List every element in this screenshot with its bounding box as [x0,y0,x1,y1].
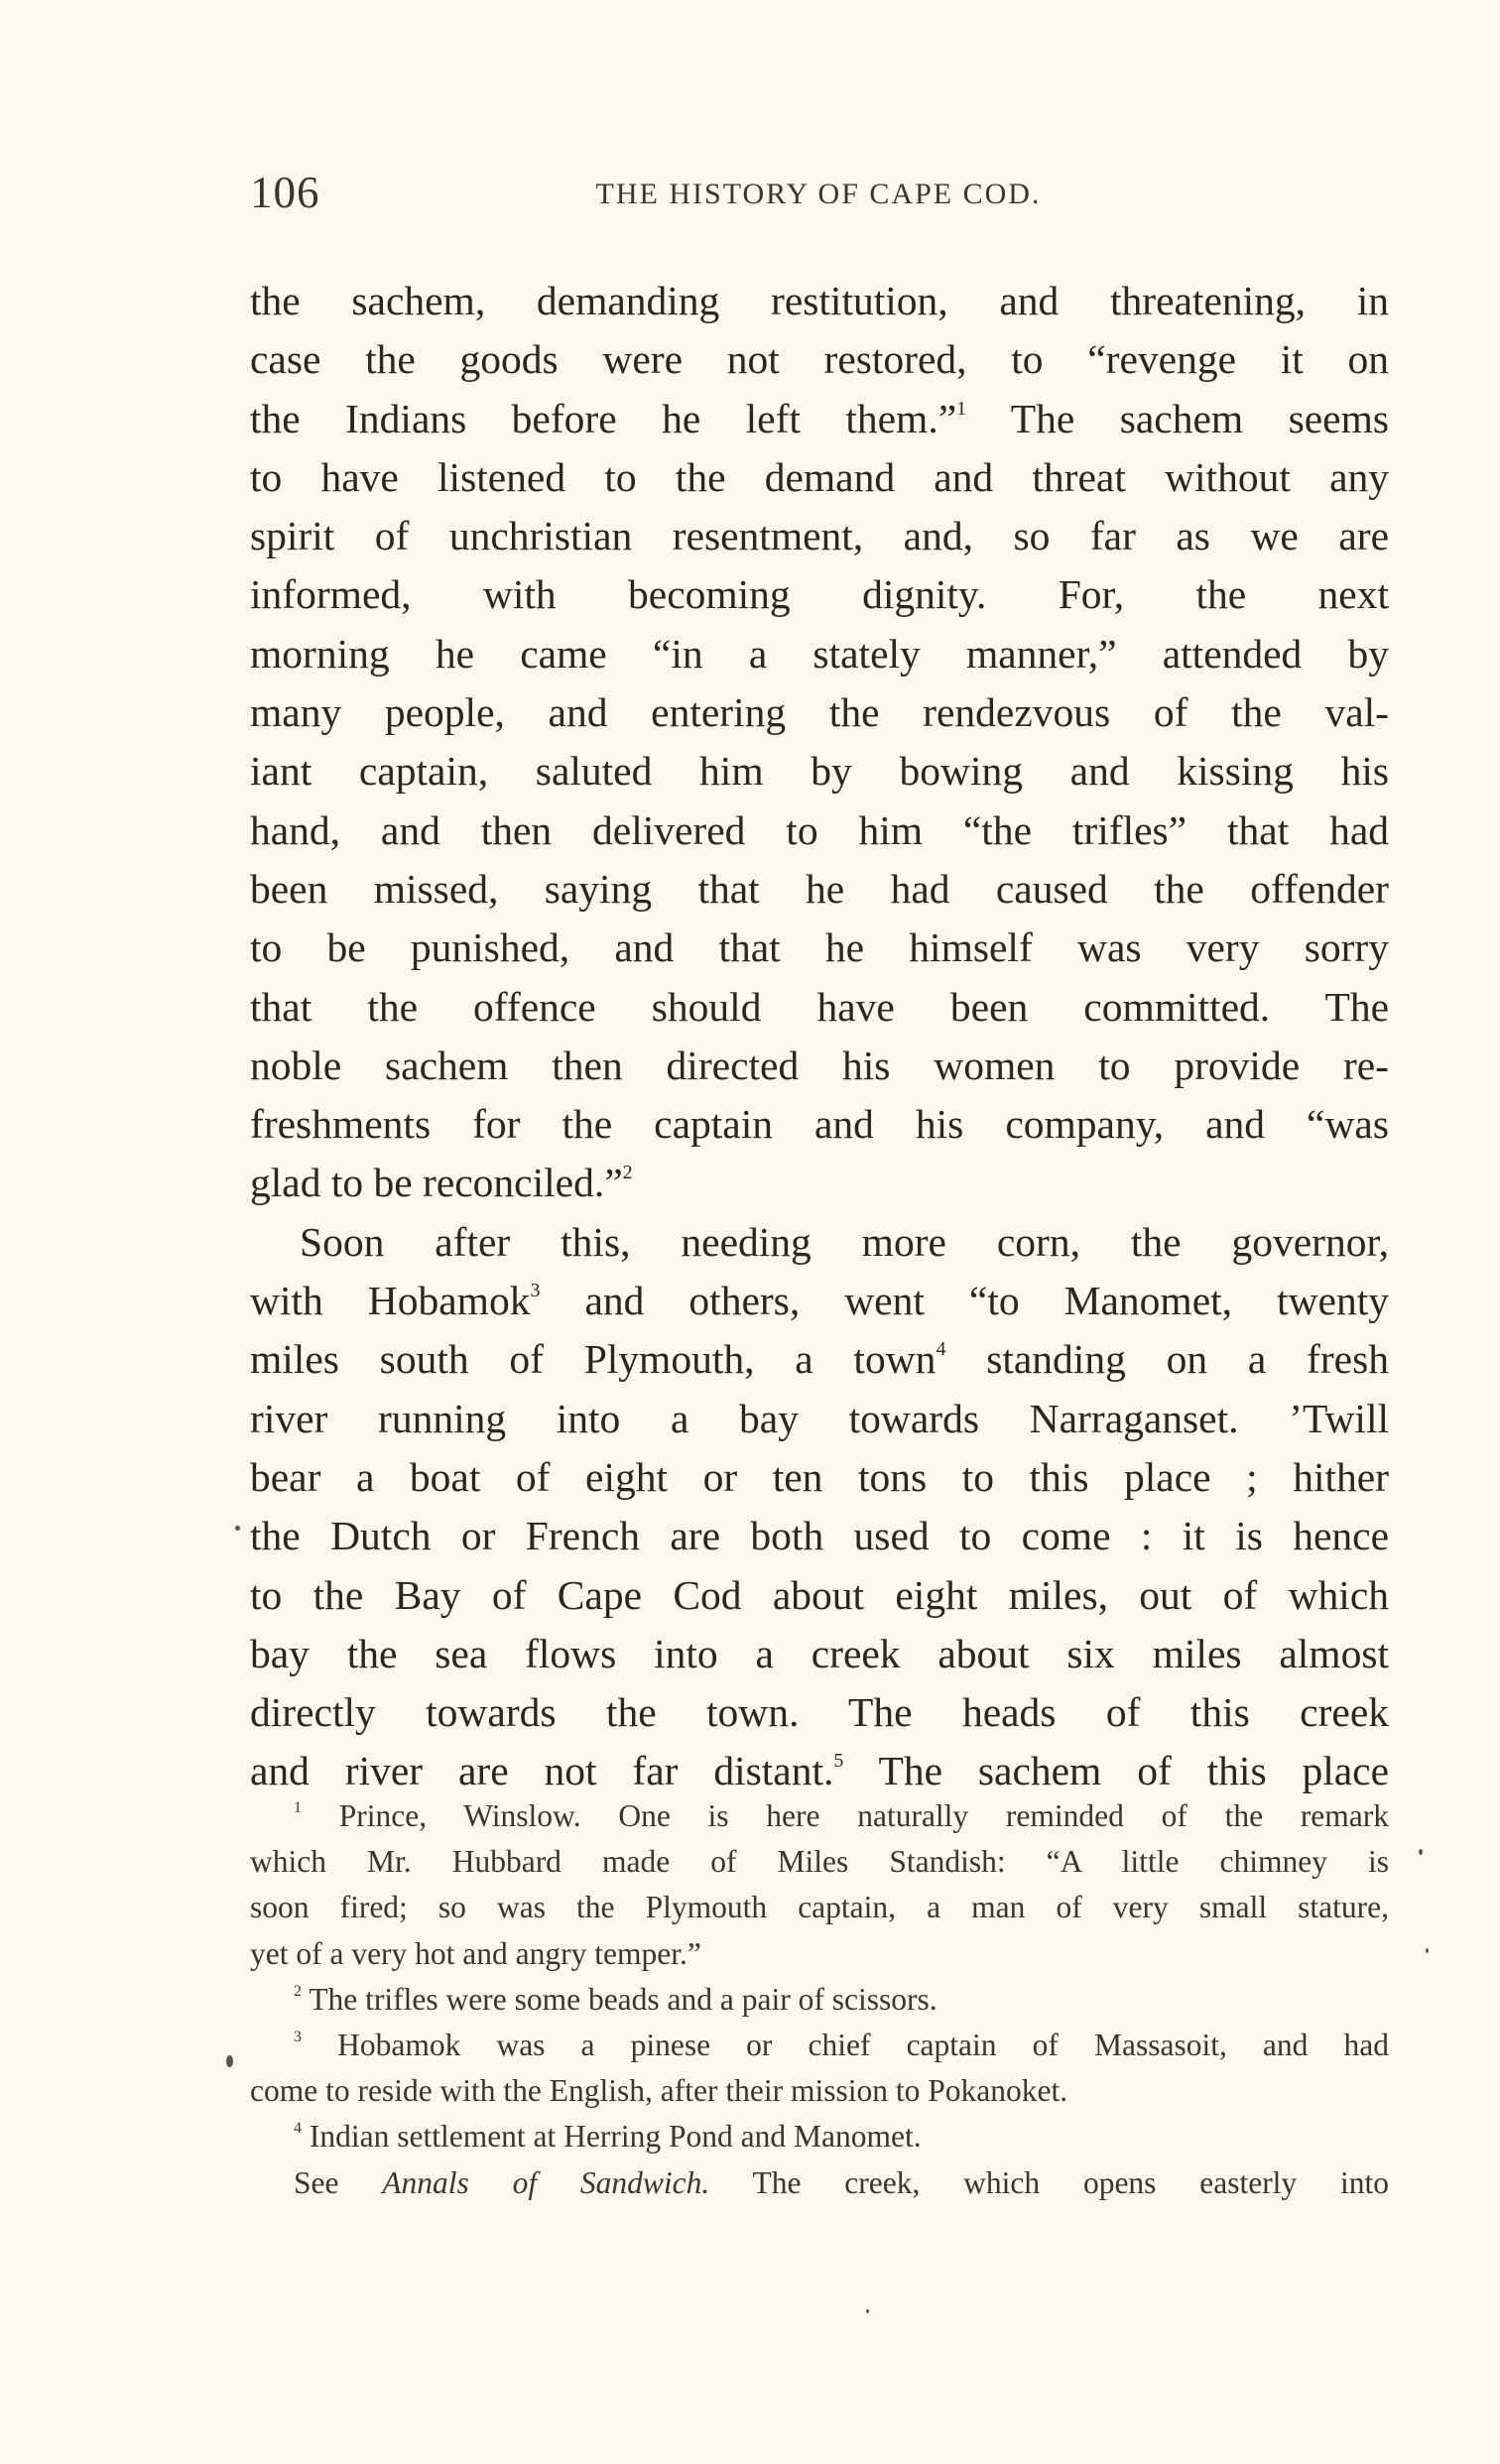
text-line: that the offence should have been committed. The [250,983,1389,1030]
text-segment: miles south of Plymouth, a town [250,1336,937,1383]
footnote-line: come to reside with the English, after their mission to Pokanoket. [250,2073,1068,2109]
text-line [250,1154,1389,1212]
text-segment: The sachem seems [966,395,1389,441]
footnotes [250,1793,1389,2206]
text-line: river running into a bay towards Narraganset. ’Twill [250,1395,1389,1441]
text-line: iant captain, saluted him by bowing and kissing his [250,748,1389,795]
text-line: bear a boat of eight or ten tons to this place ; hither [250,1453,1389,1500]
print-speck [866,2309,869,2313]
running-head: THE HISTORY OF CAPE COD. [595,178,1042,210]
footnote-mark: 4 [294,2120,302,2138]
text-line: noble sachem then directed his women to provide re- [250,1042,1389,1088]
footnote-line: soon fired; so was the Plymouth captain, a man of very small stature, [250,1890,1389,1925]
footnote-line [250,1977,1389,2023]
text-line: many people, and entering the rendezvous of the val- [250,689,1389,736]
footnote-mark: 1 [294,1799,302,1816]
text-line: directly towards the town. The heads of this creek [250,1689,1389,1736]
text-line: the Dutch or French are both used to come : it is hence [250,1513,1389,1559]
text-line: the sachem, demanding restitution, and threatening, in [250,278,1389,323]
text-segment: with Hobamok [250,1278,531,1324]
page-number: 106 [250,168,320,217]
footnote-ref: 3 [530,1280,541,1302]
text-line: to be punished, and that he himself was very sorry [250,924,1389,971]
text-segment: See [294,2164,383,2200]
text-segment: glad to be reconciled.” [250,1160,623,1206]
print-speck [1419,1849,1423,1855]
footnote-line [250,1793,1389,1839]
text-segment: Indian settlement at Herring Pond and Manomet. [309,2119,922,2155]
text-segment: The creek, which opens easterly into [709,2164,1389,2200]
footnote-ref: 2 [622,1162,633,1184]
text-line [250,1272,1389,1330]
text-line [250,1742,1389,1800]
text-segment: and others, went “to Manomet, twenty [540,1278,1389,1324]
text-segment: Prince, Winslow. One is here naturally reminded of the remark [338,1798,1390,1833]
footnote-ref: 4 [936,1338,946,1361]
footnote-mark: 2 [294,1982,302,2000]
text-line [250,390,1389,448]
footnote-line [250,2114,1389,2159]
text-segment: the Indians before he left them.” [250,395,957,441]
text-line: informed, with becoming dignity. For, the next [250,571,1389,618]
footnote-ref: 1 [956,397,967,420]
text-line: Soon after this, needing more corn, the governor, [300,1218,1389,1265]
text-line [250,1330,1389,1389]
text-line: case the goods were not restored, to “revenge it on [250,336,1389,383]
text-line: bay the sea flows into a creek about six miles almost [250,1630,1389,1676]
italic-title: Annals of Sandwich. [382,2164,710,2200]
text-line: been missed, saying that he had caused the offender [250,865,1389,912]
text-segment: standing on a fresh [945,1336,1389,1383]
footnote-mark: 3 [294,2028,302,2045]
footnote-line: which Mr. Hubbard made of Miles Standish: “A little chimney is [250,1844,1389,1880]
text-segment: The sachem of this place [843,1748,1390,1794]
text-line: freshments for the captain and his company, and “was [250,1101,1389,1148]
print-speck [235,1526,240,1531]
footnote-ref: 5 [833,1750,844,1773]
footnote-line [250,2160,1389,2206]
text-line: spirit of unchristian resentment, and, so far as we are [250,513,1389,559]
text-line: to the Bay of Cape Cod about eight miles, out of which [250,1571,1389,1618]
print-speck [1426,1948,1429,1953]
text-line: morning he came “in a stately manner,” attended by [250,630,1389,677]
body-text [250,272,1389,1801]
footnote-line: yet of a very hot and angry temper.” [250,1935,701,1971]
text-segment: and river are not far distant. [250,1748,834,1794]
print-speck [226,2055,233,2067]
text-line: hand, and then delivered to him “the trifles” that had [250,806,1389,853]
footnote-line [250,2023,1389,2068]
text-segment: Hobamok was a pinese or chief captain of Massasoit, and had [337,2027,1389,2062]
text-line: to have listened to the demand and threat without any [250,453,1389,500]
text-segment: The trifles were some beads and a pair of scissors. [309,1981,938,2017]
